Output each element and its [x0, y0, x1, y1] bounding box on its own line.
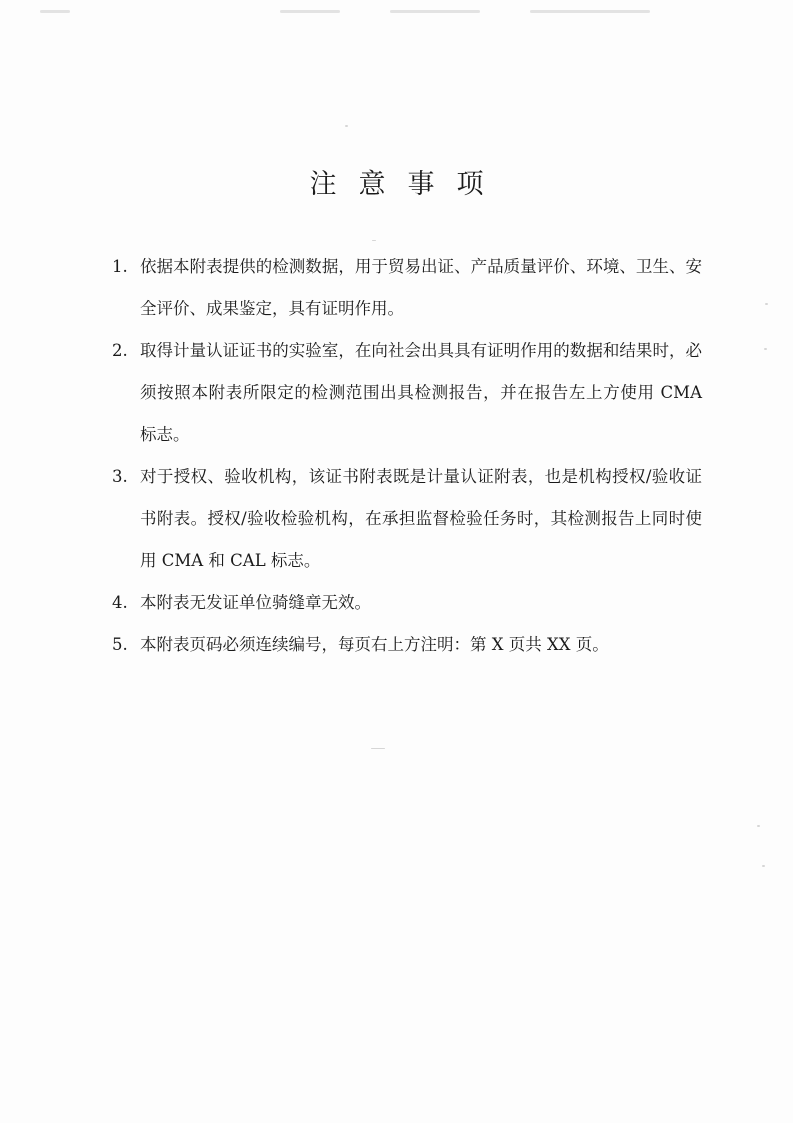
scan-smudge: [280, 10, 340, 13]
note-item: [112, 456, 702, 582]
scan-speck: [757, 825, 760, 827]
scan-speck: [764, 348, 767, 350]
scan-smudge: [40, 10, 70, 13]
scan-smudge: [390, 10, 480, 13]
scan-speck: [372, 240, 376, 241]
notes-list: [112, 246, 702, 666]
note-text: 本附表无发证单位骑缝章无效。: [140, 593, 371, 612]
note-item: [112, 330, 702, 456]
note-number: 1.: [112, 257, 128, 276]
scan-speck: [371, 748, 385, 749]
note-text: 对于授权、验收机构，该证书附表既是计量认证附表，也是机构授权/验收证书附表。授权/验收检验机构，在承担监督检验任务时，其检测报告上同时使用 CMA 和 CAL 标志。: [140, 467, 702, 570]
note-text: 依据本附表提供的检测数据，用于贸易出证、产品质量评价、环境、卫生、安全评价、成果鉴定，具有证明作用。: [140, 257, 702, 318]
scan-speck: [345, 125, 348, 127]
note-number: 2.: [112, 341, 128, 360]
scan-speck: [765, 303, 768, 305]
note-text: 本附表页码必须连续编号，每页右上方注明：第 X 页共 XX 页。: [140, 635, 609, 654]
page-title: 注意事项: [309, 169, 506, 200]
note-item: [112, 582, 702, 624]
note-number: 3.: [112, 467, 128, 486]
note-number: 5.: [112, 635, 128, 654]
note-number: 4.: [112, 593, 128, 612]
scan-speck: [762, 865, 765, 867]
scan-smudge: [530, 10, 650, 13]
note-item: [112, 246, 702, 330]
note-text: 取得计量认证证书的实验室，在向社会出具具有证明作用的数据和结果时，必须按照本附表所限定的检测范围出具检测报告，并在报告左上方使用 CMA 标志。: [140, 341, 702, 444]
note-item: [112, 624, 702, 666]
